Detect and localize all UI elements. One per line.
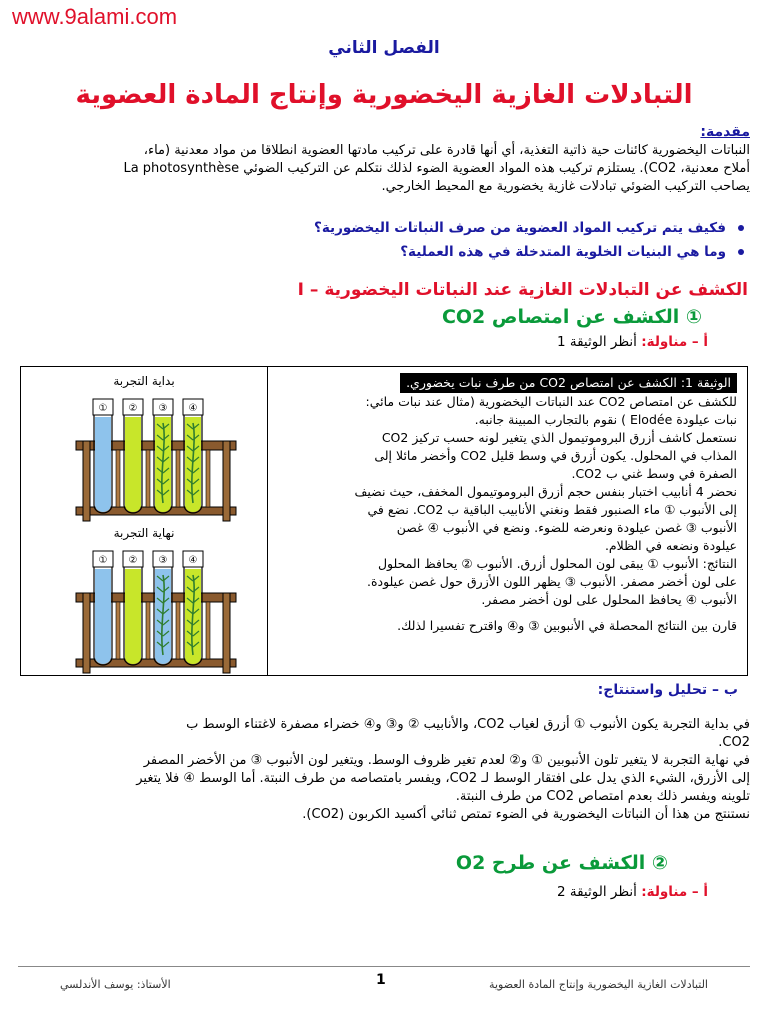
doc-line: على لون أخضر مصفر. الأنبوب ③ يظهر اللون الأزرق حول غصن عيلودة. (366, 574, 737, 589)
manipulation-text: أنظر الوثيقة 2 (556, 884, 642, 900)
experiment-figure (21, 367, 268, 675)
analysis-line: في بداية التجربة يكون الأنبوب ① أزرق لغياب CO2، والأنابيب ② و③ و④ خضراء مصفرة لاغتناء الوسط ب (186, 717, 750, 732)
tube-number: ③ (158, 403, 168, 414)
tube-liquid (125, 569, 141, 657)
section-1-title: I – الكشف عن التبادلات الغازية عند النباتات اليخضورية (297, 280, 748, 300)
document-1-box (20, 366, 748, 676)
rack-leg (83, 441, 90, 521)
doc-line: للكشف عن امتصاص CO2 عند النباتات اليخضورية (مثال عند نبات مائي: (365, 394, 737, 409)
footer-author: الأستاذ: يوسف الأندلسي (60, 978, 171, 991)
doc-line: عيلودة ونضعه في الظلام. (604, 538, 737, 553)
analysis-line: CO2. (718, 735, 750, 750)
rack-post (176, 602, 180, 659)
tube-number: ④ (188, 403, 198, 414)
tube-liquid (95, 417, 111, 505)
doc-line: إلى الأنبوب ① ماء الصنبور فقط ونغني الأنابيب الباقية ب CO2. نضع في (367, 502, 737, 517)
intro-paragraph (16, 142, 750, 196)
rack-post (116, 602, 120, 659)
analysis-paragraph (16, 716, 750, 824)
tube-number: ① (98, 555, 108, 566)
end-label: نهاية التجربة (113, 526, 175, 540)
tube-rack-end (76, 551, 236, 673)
document-1-title: الوثيقة 1: الكشف عن امتصاص CO2 من طرف نبات يخضوري. (400, 373, 737, 393)
start-label: بداية التجربة (113, 374, 175, 388)
doc-line: الصفرة في وسط غني ب CO2. (571, 466, 737, 481)
manipulation-line (557, 334, 708, 350)
subsection-co2-title: ① الكشف عن امتصاص CO2 (441, 306, 702, 328)
analysis-line: تلوينه ويفسر ذلك بعدم امتصاص CO2 من طرف النبتة. (455, 789, 750, 804)
question-item: وما هي البنيات الخلوية المتدخلة في هذه العملية؟ (60, 240, 750, 264)
tube-liquid (95, 569, 111, 657)
manipulation-text: أنظر الوثيقة 1 (556, 334, 642, 350)
manipulation-line-2 (557, 884, 708, 900)
question-item: فكيف يتم تركيب المواد العضوية من صرف النباتات اليخضورية؟ (60, 216, 750, 240)
subsection-o2-title: ② الكشف عن طرح O2 (455, 852, 668, 874)
intro-line: النباتات اليخضورية كائنات حية ذاتية التغذية، أي أنها قادرة على تركيب مادتها العضوية انطلاقا من مواد معدنية (ماء، (143, 143, 750, 158)
rack-leg (223, 441, 230, 521)
tube-liquid-bottom (95, 498, 111, 512)
analysis-line: إلى الأزرق، الشيء الذي يدل على افتقار الوسط لـ CO2، ويفسر بامتصاصه من طرف النبتة. أما الوسط ④ فلا يتغير (136, 771, 750, 786)
doc-line: الأنبوب ④ يحافظ المحلول على لون أخضر مصفر. (481, 592, 737, 607)
rack-post (146, 450, 150, 507)
tube-liquid-bottom (95, 650, 111, 664)
rack-post (116, 450, 120, 507)
doc-question: قارن بين النتائج المحصلة في الأنبوبين ③ و④ واقترح تفسيرا لذلك. (397, 618, 737, 633)
manipulation-label: أ – مناولة: (641, 334, 708, 350)
rack-post (146, 602, 150, 659)
document-1-text (277, 373, 737, 635)
site-watermark: www.9alami.com (12, 4, 178, 29)
tube-number: ② (128, 555, 138, 566)
page-number: 1 (376, 972, 386, 988)
tube-number: ③ (158, 555, 168, 566)
doc-line: نبات عيلودة Elodée ) نقوم بالتجارب المبينة جانبه. (474, 412, 737, 427)
doc-line: المذاب في المحلول. يكون أزرق في وسط قليل CO2 وأخضر مائلا إلى (374, 448, 737, 463)
doc-line: نستعمل كاشف أزرق البروموتيمول الذي يتغير لونه حسب تركيز CO2 (381, 430, 737, 445)
tube-liquid (125, 417, 141, 505)
page-title: التبادلات الغازية اليخضورية وإنتاج المادة العضوية (75, 80, 693, 110)
footer-divider (18, 966, 750, 967)
experiment-svg (21, 367, 267, 675)
doc-results-line: النتائج: الأنبوب ① يبقى لون المحلول أزرق. الأنبوب ② يحافظ المحلول (377, 556, 737, 571)
analysis-heading: ب – تحليل واستنتاج: (597, 682, 738, 698)
tube-liquid-bottom (125, 650, 141, 664)
intro-heading: مقدمة: (700, 124, 750, 140)
rack-post (206, 602, 210, 659)
intro-line: أملاح معدنية، CO2). يستلزم تركيب هذه المواد العضوية الضوء لذلك نتكلم عن التركيب الضوئي La photosynthèse (123, 161, 750, 176)
tube-number: ① (98, 403, 108, 414)
analysis-line: نستنتج من هذا أن النباتات اليخضورية في الضوء تمتص ثنائي أكسيد الكربون (CO2). (302, 807, 750, 822)
doc-line: نحضر 4 أنابيب اختبار بنفس حجم أزرق البروموتيمول المخفف، حيث نضيف (354, 484, 737, 499)
rack-leg (223, 593, 230, 673)
tube-number: ② (128, 403, 138, 414)
analysis-line: في نهاية التجربة لا يتغير تلون الأنبوبين ① و② لعدم تغير ظروف الوسط. ويتغير لون الأنبوب ③ من الأخضر المصفر (143, 753, 750, 768)
tube-liquid-bottom (125, 498, 141, 512)
rack-post (206, 450, 210, 507)
tube-number: ④ (188, 555, 198, 566)
rack-leg (83, 593, 90, 673)
manipulation-label: أ – مناولة: (641, 884, 708, 900)
rack-post (176, 450, 180, 507)
tube-rack-start (76, 399, 236, 521)
chapter-label: الفصل الثاني (328, 38, 440, 58)
footer-chapter-title: التبادلات الغازية اليخضورية وإنتاج المادة العضوية (489, 978, 708, 991)
question-list (60, 216, 750, 264)
doc-line: الأنبوب ③ غصن عيلودة ونعرضه للضوء. ونضع في الأنبوب ④ غصن (396, 520, 737, 535)
intro-line: يصاحب التركيب الضوئي تبادلات غازية يخضورية مع المحيط الخارجي. (381, 179, 750, 194)
